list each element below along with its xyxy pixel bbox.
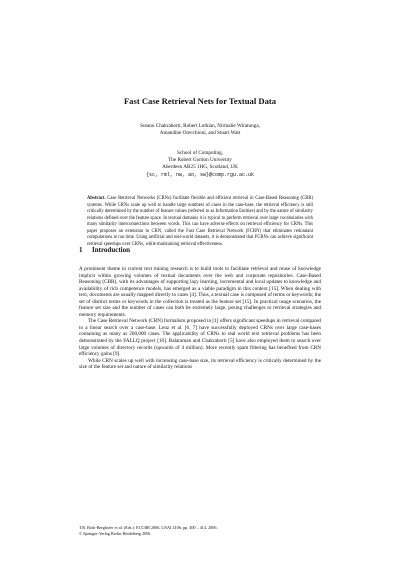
paragraph: A prominent theme in current text mining research is to build tools to facilitate retrieval and reuse of knowledge implicit within growing volumes of textual documents over the web and corporate repositories. Case-Based Reasoning (CBR), with its advantages of supporting lazy learning, incremental and local updates to knowledge and availability of rich competence models, has emerged as a viable paradigm in this context [15]. When dealing with text, documents are usually mapped directly to cases [4]. Thus, a textual case is composed of terms or keywords; the set of distinct terms or keywords in the collection is treated as the feature set [15]. In practical usage scenarios, the feature set size and the number of cases can both be extremely large, posing challenges to retrieval strategies and memory requirements. xyxy=(79,266,321,318)
paper-title: Fast Case Retrieval Nets for Textual Data xyxy=(123,96,277,106)
paragraph: While CRN scales up well with increasing case-base size, its retrieval efficiency is critically determined by the size of the feature set and nature of similarity relations xyxy=(79,357,321,371)
abstract-text: Case Retrieval Networks (CRNs) facilitate flexible and efficient retrieval in Case-Based Reasoning (CBR) systems. While CRNs scale up well to handle large numbers of cases in the case-base, the retrieval efficiency is still critically determined by the number of feature values (referred to as Information Entities) and by the nature of similarity relations defined over the feature space. In textual domains it is typical to perform retrieval over large vocabularies with many similarity interconnections between words. This can have adverse effects on retrieval efficiency for CRNs. This paper proposes an extension to CRN, called the Fast Case Retrieval Network (FCRN) that eliminates redundant computations at run time. Using artificial and real-world datasets, it is demonstrated that FCRNs can achieve significant retrieval speedups over CRNs, while maintaining retrieval effectiveness. xyxy=(87,196,314,247)
copyright-line: © Springer-Verlag Berlin Heidelberg 2006 xyxy=(79,531,151,537)
author-line: Amandine Orecchioni, and Stuart Watt xyxy=(159,130,241,137)
abstract-label: Abstract. xyxy=(87,196,106,201)
author-list xyxy=(60,123,340,137)
abstract xyxy=(87,196,313,248)
affiliation-address: Aberdeen AB25 1HG, Scotland, UK xyxy=(162,164,238,171)
paragraph: The Case Retrieval Network (CRN) formalism proposed in [1] offers significant speedups in retrieval compared to a linear search over a case-base. Lenz et al. [6, 7] have successfully deployed CRNs over large case-bases containing as many as 200,000 cases. The applicability of CRNs to real world text retrieval problems has been demonstrated by the FALLQ project [10]. Balaraman and Chakraborti [5] have also employed them to search over large volumes of directory records (upwards of 4 million). More recently spam filtering has benefited from CRN efficiency gains [9]. xyxy=(79,318,321,358)
affiliation-school: School of Computing, xyxy=(177,150,223,156)
section-heading xyxy=(79,246,130,254)
author-line: Sutanu Chakraborti, Robert Lothian, Nirmalie Wiratunga, xyxy=(140,123,260,129)
citation-line: T.R. Roth-Berghofer et al. (Eds.): ECCBR 2006, LNAI 4106, pp. 400 – 414, 2006. xyxy=(79,525,218,530)
section-title: Introduction xyxy=(92,246,130,254)
author-email: {sc, rml, nw, ao, sw}@comp.rgu.ac.uk xyxy=(145,171,255,178)
publication-footer xyxy=(79,525,329,537)
body-text xyxy=(79,266,321,371)
section-number: 1 xyxy=(79,246,83,254)
affiliation-university: The Robert Gordon University xyxy=(168,157,232,164)
affiliation xyxy=(60,150,340,179)
